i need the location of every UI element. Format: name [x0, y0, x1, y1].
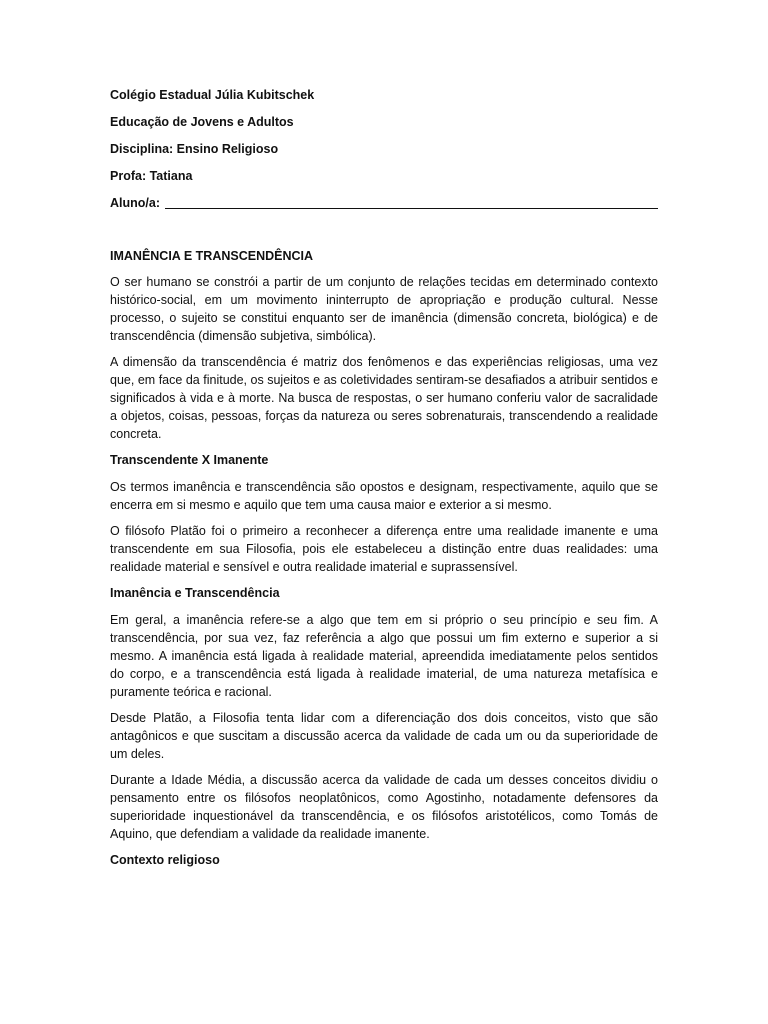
discipline-label: Disciplina: Ensino Religioso [110, 142, 279, 156]
document-title: IMANÊNCIA E TRANSCENDÊNCIA [110, 249, 314, 263]
section-paragraph: Desde Platão, a Filosofia tenta lidar com a diferenciação dos dois conceitos, visto que são antagônicos e que suscitam a discussão acerca da validade de cada um ou da superioridade de um deles. [110, 711, 658, 761]
section-paragraph: O filósofo Platão foi o primeiro a reconhecer a diferença entre uma realidade imanente e uma transcendente em sua Filosofia, pois ele estabeleceu a distinção entre duas realidades: uma realidade material e sensível e outra realidade imaterial e suprassensível. [110, 524, 658, 574]
section-heading: Transcendente X Imanente [110, 453, 269, 467]
program-name: Educação de Jovens e Adultos [110, 115, 294, 129]
student-name-row [110, 194, 658, 212]
section-paragraph: Os termos imanência e transcendência são opostos e designam, respectivamente, aquilo que se encerra em si mesmo e aquilo que tem uma causa maior e exterior a si mesmo. [110, 480, 658, 512]
teacher-label: Profa: Tatiana [110, 169, 193, 183]
section-paragraph: Em geral, a imanência refere-se a algo que tem em si próprio o seu princípio e seu fim. A transcendência, por sua vez, faz referência a algo que possui um fim externo e superior a si mesmo. A imanência está ligada à realidade material, apreendida imediatamente pelos sentidos do corpo, e a transcendência está ligada à realidade imaterial, de uma natureza metafísica e puramente teórica e racional. [110, 613, 658, 699]
section-heading: Contexto religioso [110, 853, 220, 867]
school-name: Colégio Estadual Júlia Kubitschek [110, 88, 315, 102]
section-heading: Imanência e Transcendência [110, 586, 280, 600]
intro-paragraph: O ser humano se constrói a partir de um conjunto de relações tecidas em determinado contexto histórico-social, em um movimento ininterrupto de apropriação e produção cultural. Nesse processo, o sujeito se constitui enquanto ser de imanência (dimensão concreta, biológica) e de transcendência (dimensão subjetiva, simbólica). [110, 275, 658, 343]
intro-paragraph: A dimensão da transcendência é matriz dos fenômenos e das experiências religiosas, uma vez que, em face da finitude, os sujeitos e as coletividades sentiram-se desafiados a atribuir sentidos e significados à vida e à morte. Na busca de respostas, o ser humano conferiu valor de sacralidade a objetos, coisas, pessoas, forças da natureza ou seres sobrenaturais, transcendendo a realidade concreta. [110, 355, 658, 441]
student-name-blank-line [165, 196, 658, 209]
document-page [110, 86, 658, 878]
section-paragraph: Durante a Idade Média, a discussão acerca da validade de cada um desses conceitos dividiu o pensamento entre os filósofos neoplatônicos, como Agostinho, notadamente defensores da superioridade inquestionável da transcendência, e os filósofos aristotélicos, como Tomás de Aquino, que defendiam a validade da realidade imanente. [110, 773, 658, 841]
student-label: Aluno/a: [110, 196, 160, 210]
